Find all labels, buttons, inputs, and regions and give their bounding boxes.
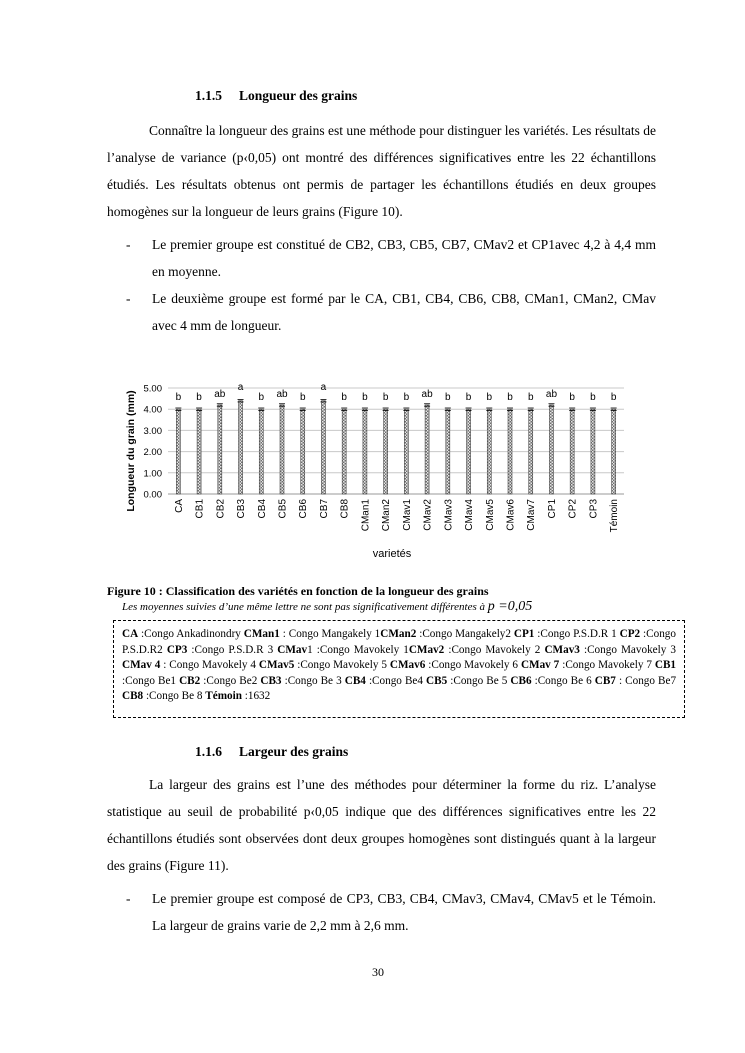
- legend-code: CMav5: [258, 659, 295, 671]
- legend-desc: :Congo Be1: [122, 674, 180, 687]
- x-axis-label: varietés: [372, 548, 412, 560]
- y-tick-label: 1.00: [143, 468, 162, 480]
- significance-letter: b: [465, 392, 472, 403]
- x-tick-label: CMav1: [401, 499, 413, 531]
- paragraph-text: Connaître la longueur des grains est une méthode pour distinguer les variétés. Les résultats de l’analyse de variance (p‹0,05) ont montré des différences significatives entre les 22 échantillons étudiés. Les résultats obtenus ont permis de partager les échantillons étudiés en deux groupes homogènes sur la longueur de leurs grains (Figure 10).: [107, 123, 656, 219]
- y-tick-label: 3.00: [143, 425, 162, 437]
- legend-code: CB2: [179, 674, 201, 687]
- legend-desc: :Congo Mavokely 3: [579, 643, 677, 656]
- x-tick-label: CB3: [236, 499, 248, 519]
- significance-letter: b: [610, 392, 617, 403]
- significance-letter: a: [237, 382, 244, 393]
- bar: [197, 409, 201, 494]
- x-tick-label: CB4: [256, 499, 268, 519]
- x-tick-label: CMav2: [422, 499, 434, 531]
- legend-desc: :Congo Be 5: [447, 674, 511, 687]
- bar: [342, 409, 346, 494]
- legend-desc: :Congo Mavokely 7: [559, 659, 655, 671]
- significance-letter: ab: [545, 389, 558, 400]
- legend-code: CMav6: [389, 659, 426, 671]
- legend-code: CB7: [594, 674, 616, 687]
- significance-letter: b: [569, 392, 575, 403]
- legend-desc: :Congo Ankadinondry: [138, 628, 244, 640]
- x-tick-label: CB5: [277, 499, 289, 519]
- paragraph-text: La largeur des grains est l’une des méthodes pour déterminer la forme du riz. L’analyse statistique au seuil de probabilité p‹0,05 indique que des différences significatives entre les 22 échantillons étudiés sont observées dont deux groupes homogènes sont distingués quant à la largeur des grains (Figure 11).: [107, 777, 656, 873]
- significance-letter: b: [590, 392, 596, 403]
- significance-letter: b: [382, 392, 389, 403]
- legend-desc: :1632: [241, 690, 271, 702]
- bar: [529, 409, 533, 494]
- bar: [404, 409, 408, 494]
- figure-note-text: Les moyennes suivies d’une même lettre ne sont pas significativement différentes à: [122, 601, 486, 613]
- legend-desc: :Congo P.S.D.R 1: [534, 628, 620, 640]
- y-tick-label: 2.00: [143, 447, 162, 459]
- bar: [176, 409, 180, 494]
- bar: [467, 409, 471, 494]
- bar: [321, 401, 325, 494]
- significance-letter: b: [527, 392, 534, 403]
- x-tick-label: CMav4: [464, 499, 476, 531]
- significance-letter: b: [507, 392, 513, 403]
- significance-letter: b: [258, 392, 265, 403]
- bar: [446, 409, 450, 494]
- legend-code: Témoin: [205, 690, 242, 702]
- x-tick-label: Témoin: [609, 499, 621, 533]
- legend-code: CMav 4: [122, 659, 161, 671]
- legend-desc: 1 :Congo Mavokely 1: [307, 643, 409, 656]
- y-tick-label: 0.00: [143, 489, 162, 501]
- bar: [280, 405, 284, 494]
- significance-letter: a: [320, 382, 327, 393]
- bar: [487, 409, 491, 494]
- bullet-dash: -: [126, 291, 131, 306]
- legend-desc: :Congo Mangakely2: [416, 628, 514, 640]
- x-tick-label: CB7: [318, 499, 330, 519]
- significance-letter: b: [175, 392, 182, 403]
- legend-desc: :Congo Be2: [200, 674, 261, 687]
- legend-code: CB1: [654, 659, 677, 671]
- x-tick-label: CP1: [546, 499, 558, 519]
- significance-letter: b: [196, 392, 202, 403]
- significance-letter: b: [445, 392, 451, 403]
- x-tick-label: CMav5: [484, 499, 496, 531]
- bar: [591, 409, 595, 494]
- bullet-item: [126, 285, 656, 339]
- legend-code: CB8: [122, 690, 144, 702]
- legend-desc: :Congo Be 8: [143, 690, 206, 702]
- x-tick-label: CA: [173, 499, 185, 513]
- legend-desc: : Congo Be7: [615, 674, 677, 687]
- significance-letter: ab: [214, 389, 226, 400]
- significance-letter: ab: [421, 389, 433, 400]
- section-heading-1: [195, 88, 357, 104]
- legend-code: CP2: [619, 628, 641, 640]
- bar: [301, 409, 305, 494]
- legend-desc: :Congo Mavokely 6: [425, 659, 521, 671]
- x-tick-label: CB8: [339, 499, 351, 519]
- legend-code: CMan1: [243, 628, 280, 640]
- section-title: Largeur des grains: [239, 744, 349, 759]
- bullet-dash: -: [126, 237, 131, 252]
- legend-desc: : Congo Mangakely 1: [279, 628, 381, 640]
- section-title: Longueur des grains: [239, 88, 358, 103]
- legend-desc: :Congo Mavokely 2: [444, 643, 545, 656]
- legend-code: CP3: [166, 643, 188, 656]
- figure-note: [122, 599, 532, 615]
- bullet-text: Le premier groupe est composé de CP3, CB3, CB4, CMav3, CMav4, CMav5 et le Témoin. La largeur de grains varie de 2,2 mm à 2,6 mm.: [152, 891, 656, 933]
- bar: [239, 401, 243, 494]
- significance-letter: b: [299, 392, 306, 403]
- legend-desc: :Congo Be4: [365, 674, 427, 687]
- paragraph-width: [107, 771, 656, 879]
- y-tick-label: 5.00: [143, 383, 162, 395]
- x-tick-label: CMav3: [443, 499, 455, 531]
- significance-letter: b: [341, 392, 347, 403]
- x-tick-label: CMan1: [360, 499, 372, 532]
- section-number: 1.1.6: [195, 744, 222, 759]
- legend-code: CMav 7: [520, 659, 560, 671]
- bar: [549, 405, 553, 494]
- figure-caption: Figure 10 : Classification des variétés en fonction de la longueur des grains: [107, 584, 489, 598]
- legend-code: CMav: [277, 643, 308, 656]
- significance-letter: b: [486, 392, 493, 403]
- legend-code: CB5: [426, 674, 448, 687]
- bar: [570, 409, 574, 494]
- bar: [363, 409, 367, 494]
- x-tick-label: CB6: [298, 499, 310, 519]
- paragraph-length: [107, 117, 656, 225]
- legend-code: CA: [122, 628, 139, 640]
- legend-desc: :Congo P.S.D.R2: [122, 628, 676, 656]
- legend-code: CB4: [344, 674, 366, 687]
- bar: [612, 409, 616, 494]
- legend-desc: : Congo Mavokely 4: [160, 659, 259, 671]
- y-axis-label: Longueur du grain (mm): [125, 390, 137, 512]
- x-tick-label: CB2: [215, 499, 227, 519]
- page-number: 30: [372, 965, 384, 979]
- legend-desc: :Congo Be 6: [531, 674, 595, 687]
- x-tick-label: CMan2: [381, 499, 393, 532]
- legend-desc: :Congo P.S.D.R 3: [187, 643, 278, 656]
- significance-letter: ab: [276, 389, 288, 400]
- bar: [259, 409, 263, 494]
- x-tick-label: CB1: [194, 499, 206, 519]
- legend-desc: :Congo Be 3: [281, 674, 345, 687]
- bullet-item: [126, 885, 656, 939]
- x-tick-label: CP3: [588, 499, 600, 519]
- bar: [384, 409, 388, 494]
- legend-code: CB6: [510, 674, 532, 687]
- significance-letter: b: [403, 392, 410, 403]
- legend-desc: :Congo Mavokely 5: [294, 659, 390, 671]
- section-heading-2: [195, 744, 348, 760]
- bar: [425, 405, 429, 494]
- legend-code: CP1: [513, 628, 535, 640]
- p-value: p =0,05: [487, 599, 533, 614]
- grain-length-chart: [118, 376, 638, 566]
- bullet-dash: -: [126, 891, 131, 906]
- bullet-item: [126, 231, 656, 285]
- legend-code: CMan2: [380, 628, 417, 640]
- bar: [508, 409, 512, 494]
- bar: [218, 405, 222, 494]
- bullet-text: Le premier groupe est constitué de CB2, CB3, CB5, CB7, CMav2 et CP1avec 4,2 à 4,4 mm en moyenne.: [152, 237, 656, 279]
- x-tick-label: CMav6: [505, 499, 517, 531]
- legend-code: CB3: [260, 674, 282, 687]
- x-tick-label: CP2: [567, 499, 579, 519]
- legend-code: CMav2: [408, 643, 445, 656]
- x-tick-label: CMav7: [526, 499, 538, 531]
- bullet-text: Le deuxième groupe est formé par le CA, CB1, CB4, CB6, CB8, CMan1, CMan2, CMav avec 4 mm de longueur.: [152, 291, 656, 333]
- y-tick-label: 4.00: [143, 404, 162, 416]
- section-number: 1.1.5: [195, 88, 222, 103]
- abbreviations-legend: [113, 620, 685, 718]
- legend-code: CMav3: [544, 643, 580, 656]
- significance-letter: b: [362, 392, 368, 403]
